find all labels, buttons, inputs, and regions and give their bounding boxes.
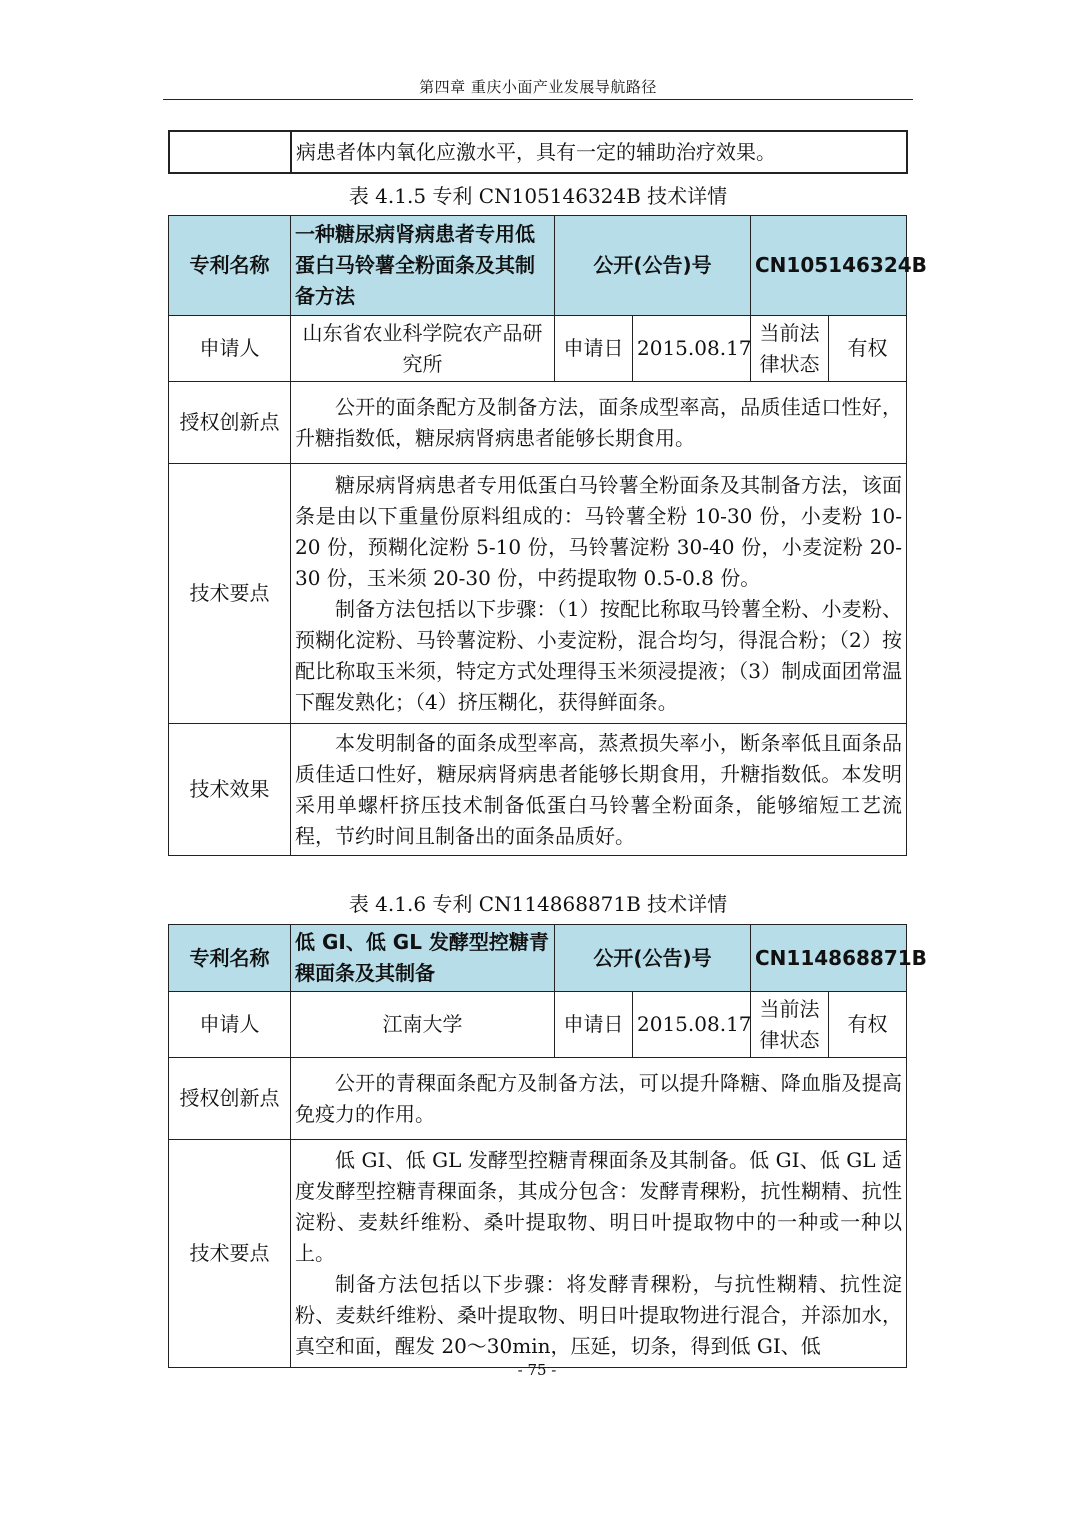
key-points-label: 技术要点 [169,464,291,724]
patent-table-2 [168,924,927,1368]
innovation-text: 公开的青稞面条配方及制备方法，可以提升降糖、降血脂及提高免疫力的作用。 [291,1058,907,1140]
applicant-label: 申请人 [169,316,291,382]
effect-label: 技术效果 [169,724,291,856]
effect-text: 本发明制备的面条成型率高，蒸煮损失率小，断条率低且面条品质佳适口性好，糖尿病肾病患者能够长期食用，升糖指数低。本发明采用单螺杆挤压技术制备低蛋白马铃薯全粉面条，能够缩短工艺流程，节约时间且制备出的面条品质好。 [291,724,907,856]
applicant-value: 山东省农业科学院农产品研究所 [291,316,555,382]
patent-name-label: 专利名称 [169,925,291,992]
page-header: 第四章 重庆小面产业发展导航路径 [419,78,657,96]
publication-number-label: 公开(公告)号 [555,216,751,316]
publication-number-value: CN114868871B [751,925,907,992]
application-date-value: 2015.08.17 [633,316,751,382]
continuation-table [168,130,908,174]
page-number: - 75 - [517,1361,557,1379]
legal-status-value: 有权 [829,992,907,1058]
legal-status-value: 有权 [829,316,907,382]
publication-number-value: CN105146324B [751,216,907,316]
table-1-caption: 表 4.1.5 专利 CN105146324B 技术详情 [348,184,728,208]
legal-status-label: 当前法律状态 [751,316,829,382]
key-points-paragraph-2: 制备方法包括以下步骤：将发酵青稞粉，与抗性糊精、抗性淀粉、麦麸纤维粉、桑叶提取物、明日叶提取物进行混合，并添加水，真空和面，醒发 20～30min，压延，切条，得到低 GI、低 [295,1272,902,1358]
patent-name-value: 一种糖尿病肾病患者专用低蛋白马铃薯全粉面条及其制备方法 [291,216,555,316]
continuation-text: 病患者体内氧化应激水平，具有一定的辅助治疗效果。 [291,131,907,173]
application-date-label: 申请日 [555,316,633,382]
legal-status-label: 当前法律状态 [751,992,829,1058]
key-points-text [291,1140,907,1368]
key-points-paragraph-2: 制备方法包括以下步骤：（1）按配比称取马铃薯全粉、小麦粉、预糊化淀粉、马铃薯淀粉、小麦淀粉，混合均匀，得混合粉；（2）按配比称取玉米须，特定方式处理得玉米须浸提液；（3）制成面团常温下醒发熟化；（4）挤压糊化，获得鲜面条。 [295,596,902,714]
continuation-empty-cell [169,131,291,173]
applicant-value: 江南大学 [291,992,555,1058]
application-date-label: 申请日 [555,992,633,1058]
application-date-value: 2015.08.17 [633,992,751,1058]
publication-number-label: 公开(公告)号 [555,925,751,992]
key-points-label: 技术要点 [169,1140,291,1368]
patent-table-1 [168,215,927,856]
key-points-text [291,464,907,724]
innovation-label: 授权创新点 [169,382,291,464]
table-2-caption: 表 4.1.6 专利 CN114868871B 技术详情 [348,892,728,916]
innovation-text: 公开的面条配方及制备方法，面条成型率高，品质佳适口性好，升糖指数低，糖尿病肾病患者能够长期食用。 [291,382,907,464]
patent-name-value: 低 GI、低 GL 发酵型控糖青稞面条及其制备 [291,925,555,992]
header-rule [163,99,913,100]
patent-name-label: 专利名称 [169,216,291,316]
innovation-label: 授权创新点 [169,1058,291,1140]
applicant-label: 申请人 [169,992,291,1058]
key-points-paragraph-1: 低 GI、低 GL 发酵型控糖青稞面条及其制备。低 GI、低 GL 适度发酵型控糖青稞面条，其成分包含：发酵青稞粉，抗性糊精、抗性淀粉、麦麸纤维粉、桑叶提取物、明日叶提取物中的一种或一种以上。 [295,1148,902,1265]
key-points-paragraph-1: 糖尿病肾病患者专用低蛋白马铃薯全粉面条及其制备方法，该面条是由以下重量份原料组成的：马铃薯全粉 10-30 份，小麦粉 10-20 份，预糊化淀粉 5-10 份，马铃薯淀粉 30-40 份，小麦淀粉 20-30 份，玉米须 20-30 份，中药提取物 0.5-0.8 份。 [295,472,902,590]
